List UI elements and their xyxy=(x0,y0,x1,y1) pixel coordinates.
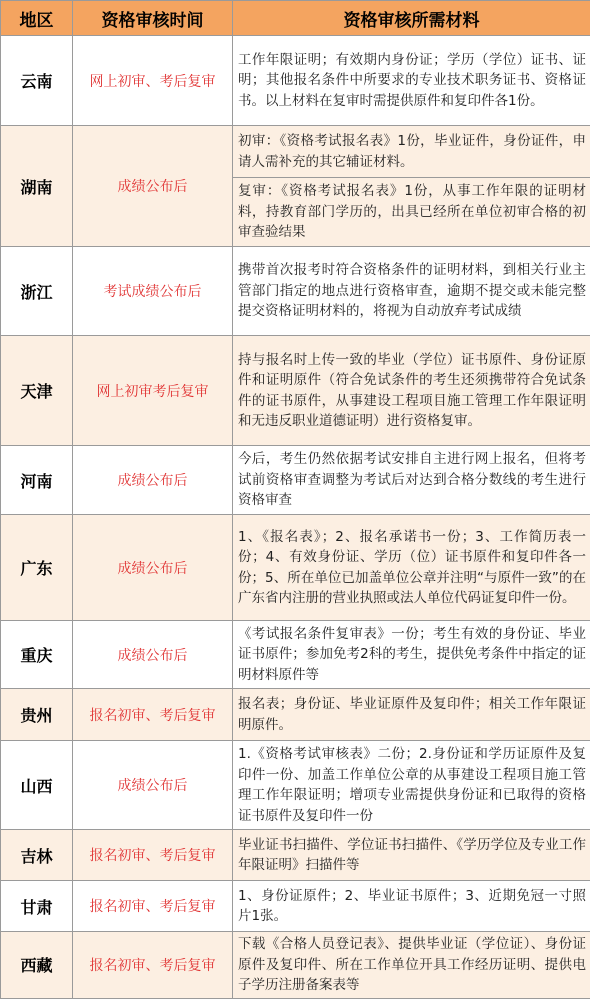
table-row-tianjin xyxy=(1,336,590,446)
materials-cell: 1、身份证原件；2、毕业证书原件；3、近期免冠一寸照片1张。 xyxy=(233,881,590,932)
region-cell: 浙江 xyxy=(1,247,73,336)
table-row-guangdong xyxy=(1,515,590,621)
review-time-cell: 考试成绩公布后 xyxy=(73,247,233,336)
region-cell: 重庆 xyxy=(1,621,73,689)
table-row-henan xyxy=(1,446,590,515)
review-time-cell: 成绩公布后 xyxy=(73,446,233,515)
materials-cell: 携带首次报考时符合资格条件的证明材料，到相关行业主管部门指定的地点进行资格审查，逾期不提交或未能完整提交资格证明材料的，将视为自动放弃考试成绩 xyxy=(233,247,590,336)
region-cell: 广东 xyxy=(1,515,73,621)
materials-cell: 1.《资格考试审核表》二份；2.身份证和学历证原件及复印件一份、加盖工作单位公章的从事建设工程项目施工管理工作年限证明；增项专业需提供身份证和已取得的资格证书原件及复印件一份 xyxy=(233,741,590,830)
region-cell: 河南 xyxy=(1,446,73,515)
materials-cell: 报名表；身份证、毕业证原件及复印件；相关工作年限证明原件。 xyxy=(233,689,590,741)
region-cell: 西藏 xyxy=(1,932,73,999)
materials-cell: 《考试报名条件复审表》一份；考生有效的身份证、毕业证书原件；参加免考2科的考生，提供免考条件中指定的证明材料原件等 xyxy=(233,621,590,689)
table-row-jilin xyxy=(1,830,590,881)
table-row-xizang xyxy=(1,932,590,999)
region-cell: 甘肃 xyxy=(1,881,73,932)
table-row-hunan xyxy=(1,126,590,178)
review-time-cell: 网上初审考后复审 xyxy=(73,336,233,446)
materials-cell-re-review: 复审：《资格考试报名表》1份，从事工作年限的证明材料，持教育部门学历的，出具已经所在单位初审合格的初审查验结果 xyxy=(233,178,590,247)
materials-cell-initial-review: 初审：《资格考试报名表》1份，毕业证件，身份证件，申请人需补充的其它辅证材料。 xyxy=(233,126,590,178)
review-time-cell: 报名初审、考后复审 xyxy=(73,689,233,741)
region-cell: 吉林 xyxy=(1,830,73,881)
header-review-materials: 资格审核所需材料 xyxy=(233,1,590,36)
review-time-cell: 成绩公布后 xyxy=(73,126,233,247)
review-time-cell: 报名初审、考后复审 xyxy=(73,881,233,932)
header-region: 地区 xyxy=(1,1,73,36)
review-time-cell: 报名初审、考后复审 xyxy=(73,830,233,881)
materials-cell: 下载《合格人员登记表》、提供毕业证（学位证）、身份证原件及复印件、所在工作单位开具工作经历证明、提供电子学历注册备案表等 xyxy=(233,932,590,999)
region-cell: 湖南 xyxy=(1,126,73,247)
header-row xyxy=(1,1,590,36)
table-row-shanxi xyxy=(1,741,590,830)
materials-cell: 今后，考生仍然依据考试安排自主进行网上报名，但将考试前资格审查调整为考试后对达到合格分数线的考生进行资格审查 xyxy=(233,446,590,515)
review-time-cell: 网上初审、考后复审 xyxy=(73,36,233,126)
table-row-guizhou xyxy=(1,689,590,741)
review-time-cell: 成绩公布后 xyxy=(73,515,233,621)
table-row-chongqing xyxy=(1,621,590,689)
review-time-cell: 成绩公布后 xyxy=(73,741,233,830)
region-cell: 山西 xyxy=(1,741,73,830)
region-cell: 云南 xyxy=(1,36,73,126)
table-row-yunnan xyxy=(1,36,590,126)
review-time-cell: 报名初审、考后复审 xyxy=(73,932,233,999)
header-review-time: 资格审核时间 xyxy=(73,1,233,36)
materials-cell: 工作年限证明；有效期内身份证；学历（学位）证书、证明；其他报名条件中所要求的专业技术职务证书、资格证书。以上材料在复审时需提供原件和复印件各1份。 xyxy=(233,36,590,126)
materials-cell: 毕业证书扫描件、学位证书扫描件、《学历学位及专业工作年限证明》扫描件等 xyxy=(233,830,590,881)
review-time-cell: 成绩公布后 xyxy=(73,621,233,689)
table-row-zhejiang xyxy=(1,247,590,336)
table-row-gansu xyxy=(1,881,590,932)
materials-cell: 持与报名时上传一致的毕业（学位）证书原件、身份证原件和证明原件（符合免试条件的考生还须携带符合免试条件的证书原件，从事建设工程项目施工管理工作年限证明和无违反职业道德证明）进行资格复审。 xyxy=(233,336,590,446)
region-cell: 贵州 xyxy=(1,689,73,741)
region-cell: 天津 xyxy=(1,336,73,446)
materials-cell: 1、《报名表》；2、报名承诺书一份；3、工作简历表一份；4、有效身份证、学历（位）证书原件和复印件各一份；5、所在单位已加盖单位公章并注明“与原件一致”的在广东省内注册的营业执照或法人单位代码证复印件一份。 xyxy=(233,515,590,621)
